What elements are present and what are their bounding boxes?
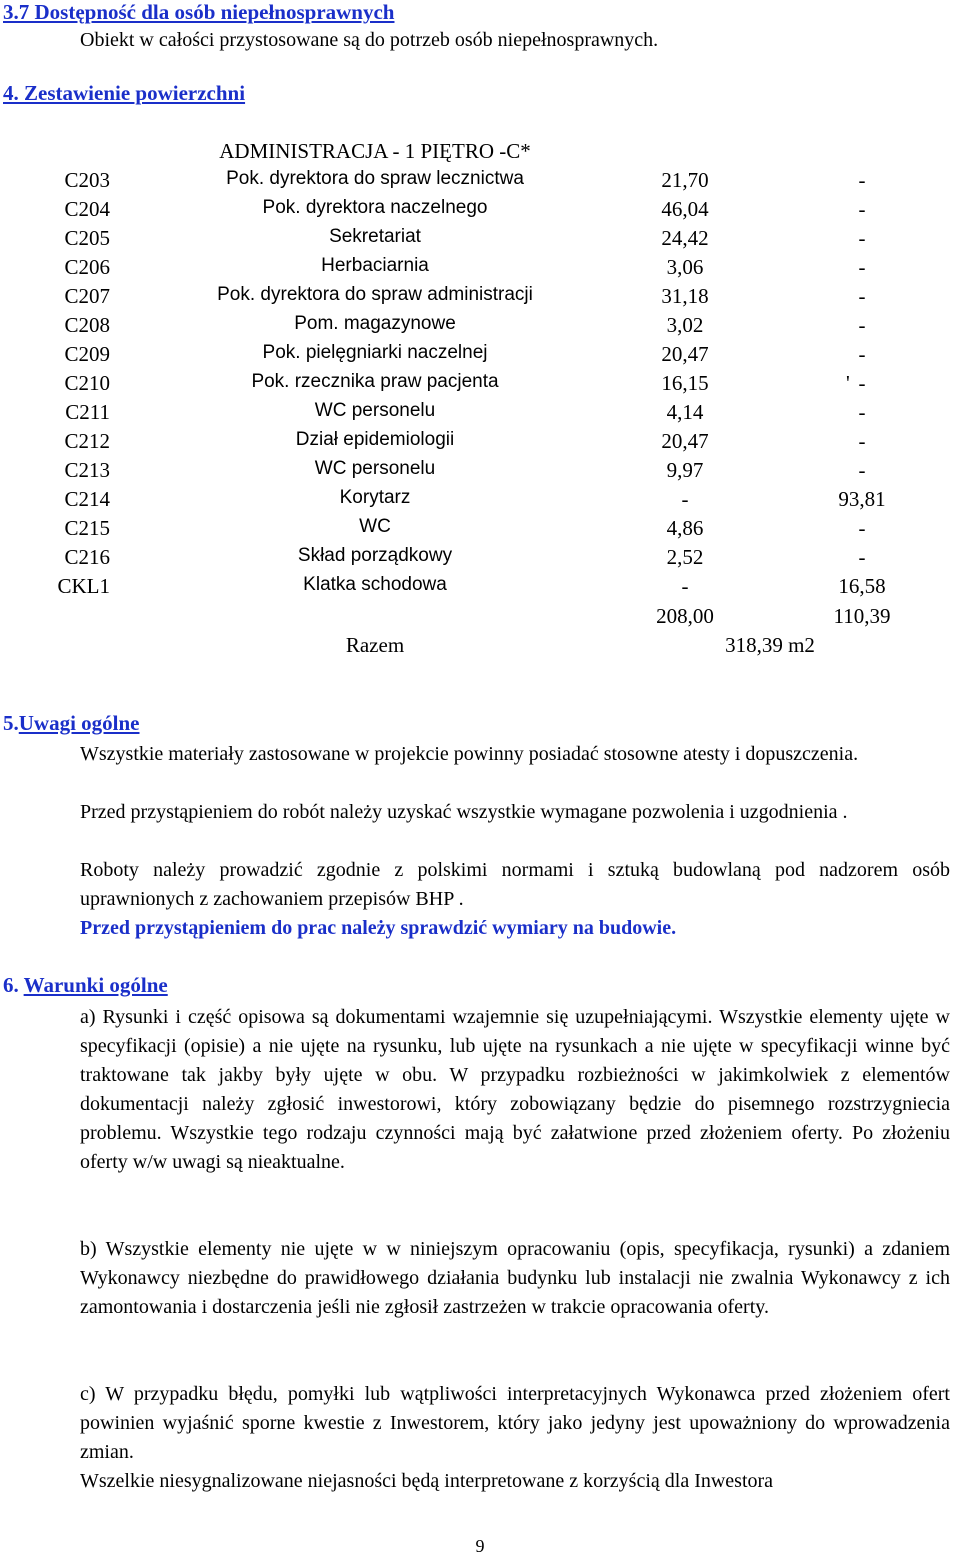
section-3-7-heading: 3.7 Dostępność dla osób niepełnosprawnych [3,0,395,24]
room-code: C209 [64,342,110,366]
room-code: C203 [64,168,110,192]
section-6-paragraph-a: a) Rysunki i część opisowa są dokumentami wzajemnie się uzupełniającymi. Wszystkie elementy ujęte w specyfikacji (opisie) a nie ujęte na rysunku, lub ujęte na rysunkach a nie ujęte w specyfikacji winne być traktowane tak jakby były ujęte w obu. W przypadku rozbieżności w jakimkolwiek z elementów dokumentacji należy zgłosić inwestorowi, który zobowiązany będzie do pisemnego rozstrzygniecia problemu. Wszystkie tego rodzaju czynności mają być załatwione przed złożeniem oferty. Po złożeniu oferty w/w uwagi są nieaktualne. [80,1006,950,1173]
room-code: C207 [64,284,110,308]
room-name: Pok. dyrektora do spraw administracji [217,284,533,305]
area-value-1: 46,04 [661,197,709,221]
room-name: WC personelu [314,458,436,479]
room-name: Klatka schodowa [303,574,447,595]
section-6-heading: 6. Warunki ogólne [3,973,168,997]
room-code: C206 [64,255,110,279]
section-5-paragraph-2: Przed przystąpieniem do robót należy uzyskać wszystkie wymagane pozwolenia i uzgodnienia . [80,801,848,823]
sum-v1: 208,00 [656,604,714,628]
area-value-2: - [858,516,866,540]
room-code: C212 [64,429,110,453]
table-row [0,255,960,284]
table-row [0,516,960,545]
room-name: Dział epidemiologii [295,429,455,450]
room-name: Herbaciarnia [321,255,429,276]
area-value-2: - [858,313,866,337]
area-value-2: - [858,284,866,308]
area-value-2: 16,58 [838,574,886,598]
area-value-1: 4,14 [666,400,704,424]
area-value-2: - [858,371,866,395]
room-name: Skład porządkowy [297,545,453,566]
table-row [0,342,960,371]
area-value-2: - [858,226,866,250]
area-value-1: - [681,574,689,598]
table-row [0,487,960,516]
area-value-1: 24,42 [661,226,709,250]
table-row [0,371,960,400]
total-value: 318,39 m2 [725,633,815,657]
sum-v2: 110,39 [833,604,891,628]
room-name: Pok. rzecznika praw pacjenta [251,371,499,392]
section-5-heading: 5.Uwagi ogólne [3,711,140,735]
section-6-paragraph-d: Wszelkie niesygnalizowane niejasności będą interpretowane z korzyścią dla Inwestora [80,1470,774,1492]
table-row [0,284,960,313]
area-value-2: - [858,197,866,221]
area-value-1: 3,02 [666,313,704,337]
room-code: C204 [64,197,110,221]
room-code: C215 [64,516,110,540]
area-value-2: - [858,429,866,453]
area-value-2: 93,81 [838,487,886,511]
table-row [0,168,960,197]
area-value-2: - [858,458,866,482]
room-code: CKL1 [57,574,110,598]
room-code: C213 [64,458,110,482]
room-name: Pom. magazynowe [294,313,456,334]
area-value-1: - [681,487,689,511]
table-row [0,313,960,342]
room-name: Pok. dyrektora naczelnego [262,197,488,218]
room-name: WC [359,516,391,537]
total-row [0,633,960,662]
area-value-1: 20,47 [661,429,709,453]
stray-mark: ' [846,371,850,395]
room-name: WC personelu [314,400,436,421]
room-name: Pok. pielęgniarki naczelnej [262,342,488,363]
area-value-2: - [858,400,866,424]
room-name: Korytarz [339,487,411,508]
table-row [0,545,960,574]
area-value-1: 2,52 [666,545,704,569]
area-value-2: - [858,342,866,366]
total-label: Razem [345,633,405,657]
area-value-1: 21,70 [661,168,709,192]
room-code: C208 [64,313,110,337]
table-row [0,458,960,487]
area-value-1: 31,18 [661,284,709,308]
section-5-paragraph-1: Wszystkie materiały zastosowane w projekcie powinny posiadać stosowne atesty i dopuszczenia. [80,743,859,765]
table-row [0,574,960,603]
section-4-heading: 4. Zestawienie powierzchni [3,81,246,105]
area-value-2: - [858,545,866,569]
section-6-paragraph-b: b) Wszystkie elementy nie ujęte w w niniejszym opracowaniu (opis, specyfikacja, rysunki) a zdaniem Wykonawcy niezbędne do prawidłowego działania budynku lub instalacji nie zwalnia Wykonawcy z ich zamontowania i dostarczenia jeśli nie zgłosił zastrzeżen w trakcie opracowania oferty. [80,1238,950,1318]
area-value-1: 4,86 [666,516,704,540]
section-6-paragraph-c: c) W przypadku błędu, pomyłki lub wątpliwości interpretacyjnych Wykonawca przed złożeniem ofert powinien wyjaśnić sporne kwestie z Inwestorem, który jako jedyny jest upoważniony do wprowadzenia zmian. [80,1383,950,1463]
room-name: Pok. dyrektora do spraw lecznictwa [226,168,524,189]
room-name: Sekretariat [329,226,421,247]
area-value-1: 9,97 [666,458,704,482]
area-value-2: - [858,168,866,192]
area-value-1: 20,47 [661,342,709,366]
room-code: C211 [65,400,110,424]
section-3-7-text: Obiekt w całości przystosowane są do potrzeb osób niepełnosprawnych. [80,29,659,51]
room-code: C214 [64,487,110,511]
section-5-paragraph-4: Przed przystąpieniem do prac należy sprawdzić wymiary na budowie. [80,917,677,939]
room-code: C210 [64,371,110,395]
area-value-1: 16,15 [661,371,709,395]
room-code: C216 [64,545,110,569]
area-value-2: - [858,255,866,279]
table-row [0,197,960,226]
sum-row [0,604,960,633]
section-5-paragraph-3: Roboty należy prowadzić zgodnie z polskimi normami i sztuką budowlaną pod nadzorem osób uprawnionych z zachowaniem przepisów BHP . [80,859,950,910]
room-code: C205 [64,226,110,250]
page-number: 9 [475,1536,485,1556]
area-value-1: 3,06 [666,255,704,279]
table-row [0,226,960,255]
table-row [0,400,960,429]
table-title: ADMINISTRACJA - 1 PIĘTRO -C* [219,139,531,163]
table-row [0,429,960,458]
